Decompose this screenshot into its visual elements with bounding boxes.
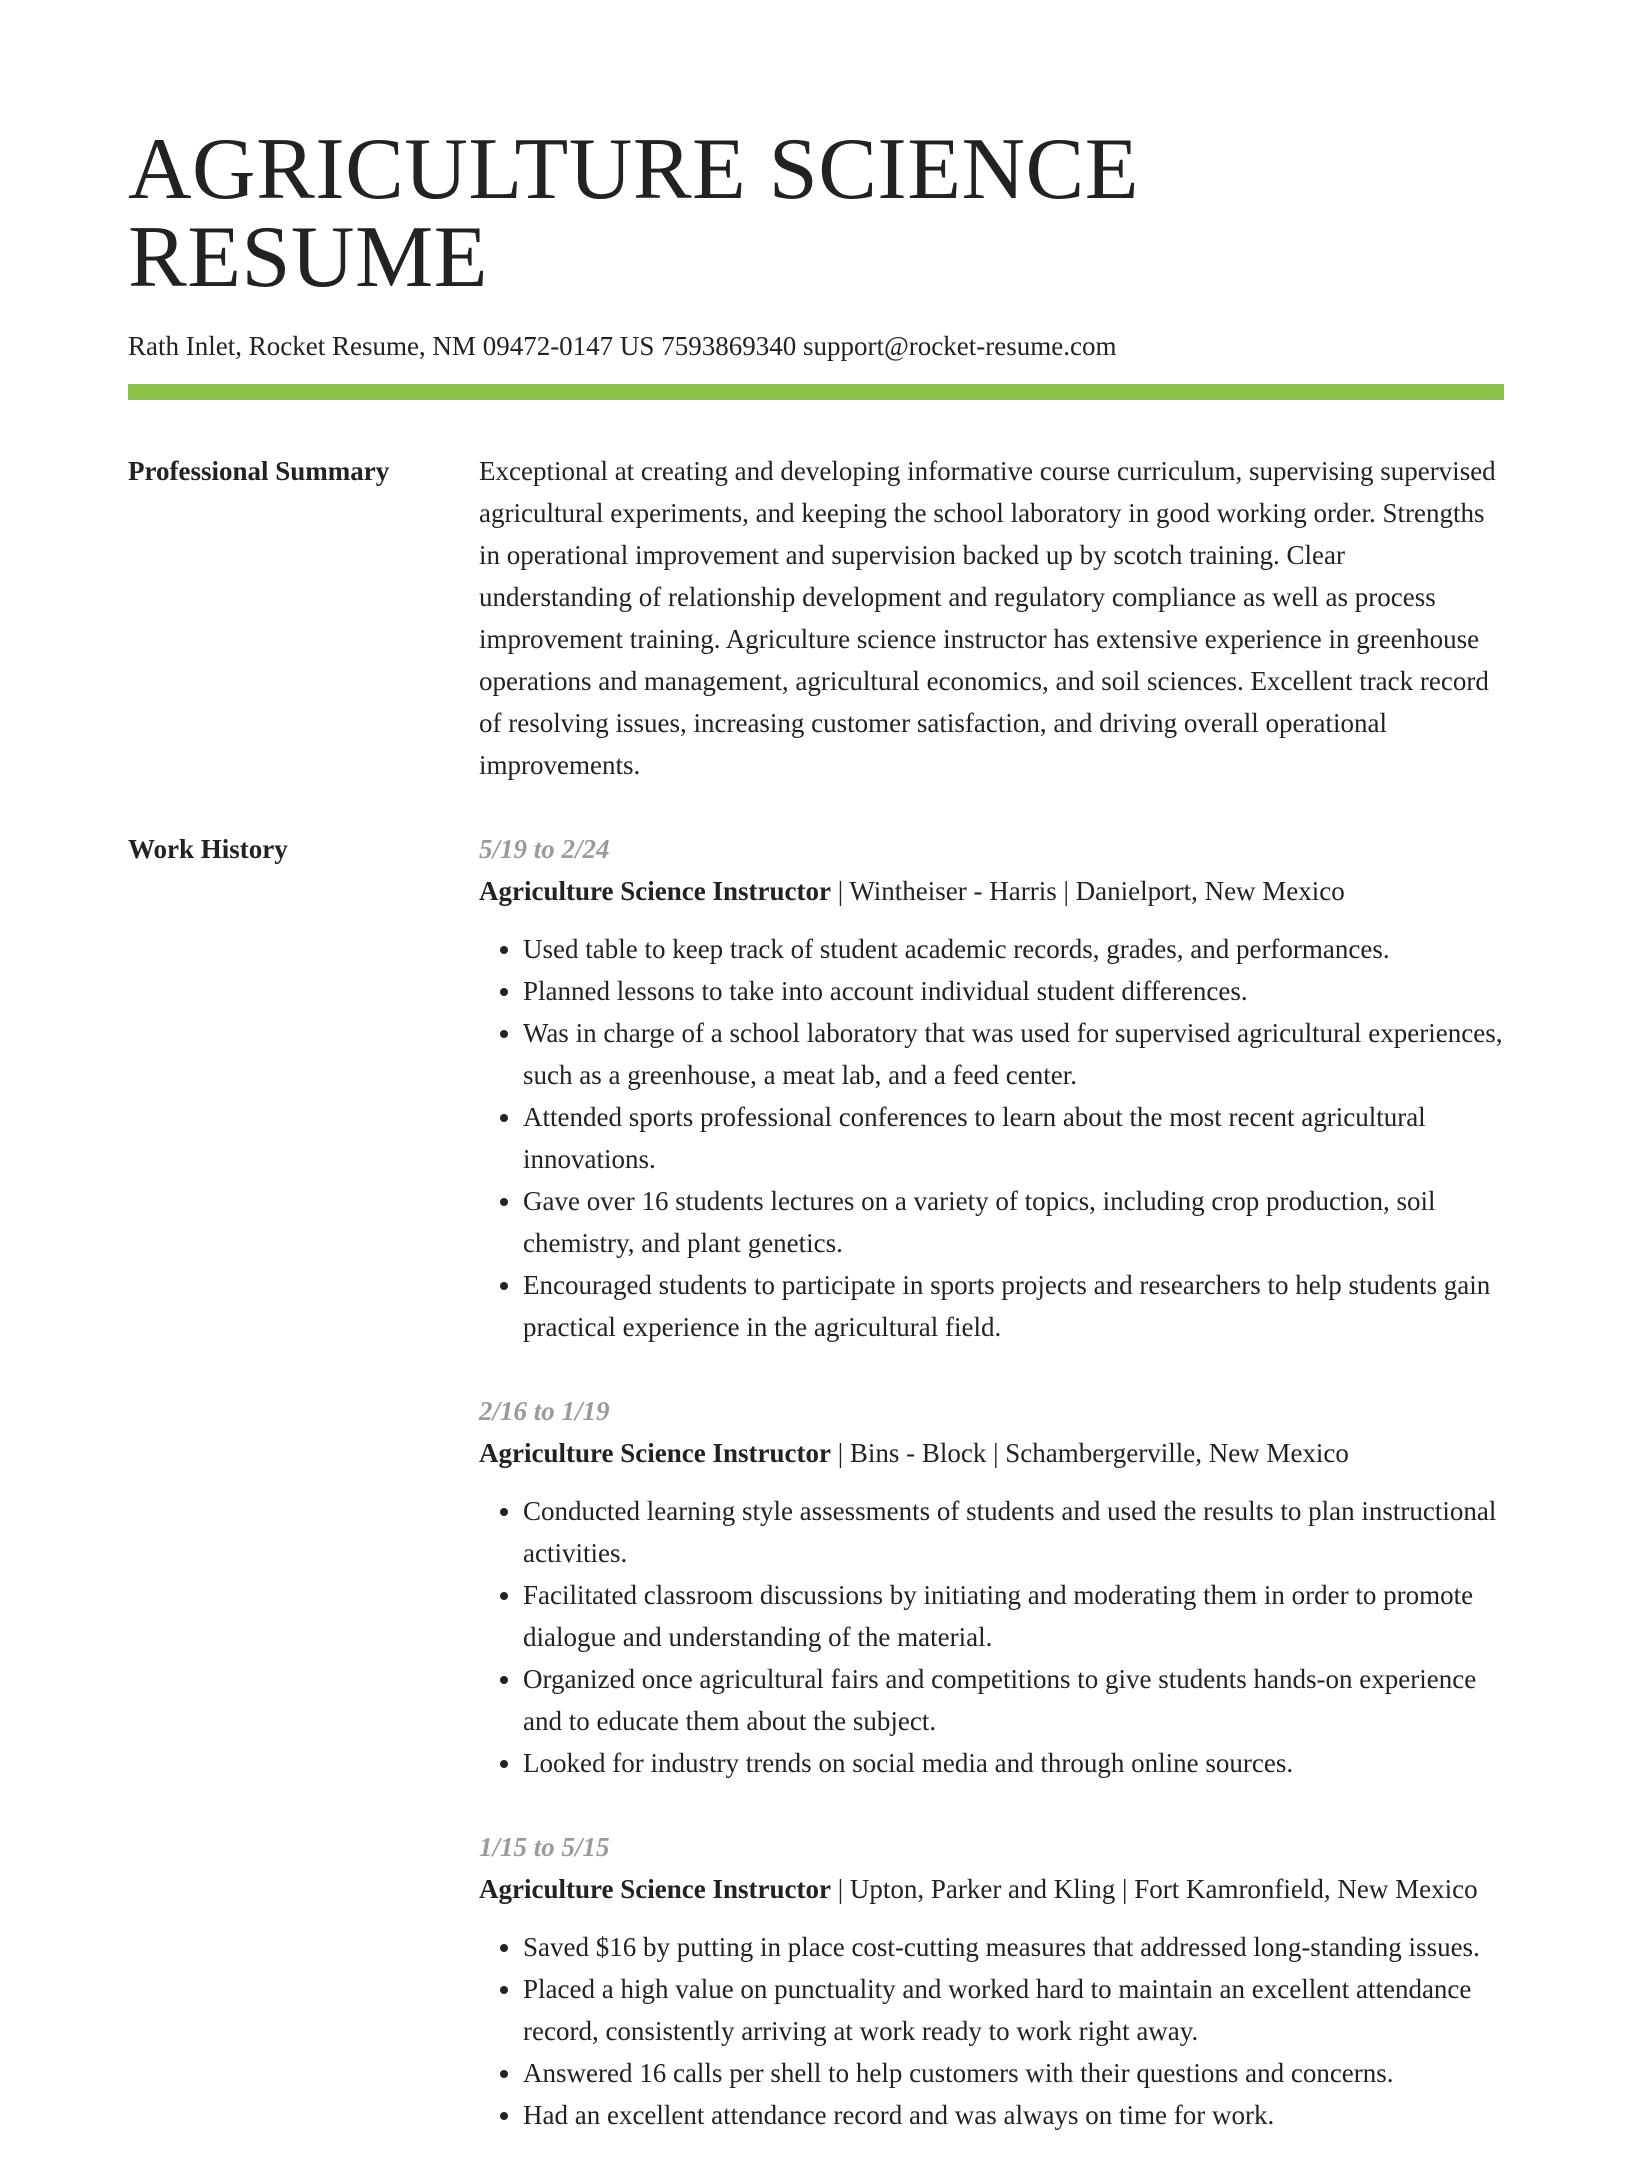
- summary-text: Exceptional at creating and developing informative course curriculum, supervising supervised agricultural experiments, and keeping the school laboratory in good working order. Strengths in operational improvement and supervision backed up by scotch training. Clear understanding of relationship development and regulatory compliance as well as process improvement training. Agriculture science instructor has extensive experience in greenhouse operations and management, agricultural economics, and soil sciences. Excellent track record of resolving issues, increasing customer satisfaction, and driving overall operational improvements.: [479, 456, 1496, 780]
- job-location: Schambergerville, New Mexico: [1005, 1438, 1349, 1468]
- work-history-section: [128, 828, 1504, 2178]
- job-company: Bins - Block: [849, 1438, 987, 1468]
- job-bullet-list: [479, 1490, 1504, 1784]
- job-dates: 5/19 to 2/24: [479, 834, 610, 864]
- job-role: Agriculture Science Instructor: [479, 1874, 831, 1904]
- job-separator: |: [1056, 876, 1076, 906]
- job-separator: |: [830, 1874, 850, 1904]
- job-bullet: • Answered 16 calls per shell to help customers with their questions and concerns.: [523, 2052, 1504, 2094]
- professional-summary-section: [128, 450, 1504, 786]
- job-company: Wintheiser - Harris: [849, 876, 1057, 906]
- section-label-summary: Professional Summary: [128, 456, 390, 486]
- job-separator: |: [830, 1438, 850, 1468]
- job-dates: 1/15 to 5/15: [479, 1832, 610, 1862]
- job-bullet: • Saved $16 by putting in place cost-cutting measures that addressed long-standing issues.: [523, 1926, 1504, 1968]
- job-bullet: • Attended sports professional conferences to learn about the most recent agricultural innovations.: [523, 1096, 1504, 1180]
- job-bullet: • Placed a high value on punctuality and worked hard to maintain an excellent attendance record, consistently arriving at work ready to work right away.: [523, 1968, 1504, 2052]
- job-bullet-list: [479, 928, 1504, 1348]
- job-bullet: • Had an excellent attendance record and was always on time for work.: [523, 2094, 1504, 2136]
- job-bullet: • Looked for industry trends on social media and through online sources.: [523, 1742, 1504, 1784]
- job-location: Fort Kamronfield, New Mexico: [1134, 1874, 1478, 1904]
- job-entry: [479, 1390, 1504, 1784]
- job-bullet: • Gave over 16 students lectures on a variety of topics, including crop production, soil chemistry, and plant genetics.: [523, 1180, 1504, 1264]
- work-history-list: [479, 828, 1504, 2178]
- job-bullet: • Conducted learning style assessments of students and used the results to plan instructional activities.: [523, 1490, 1504, 1574]
- job-entry: [479, 828, 1504, 1348]
- job-entry: [479, 1826, 1504, 2136]
- section-label-work-history: Work History: [128, 834, 288, 864]
- resume-title: AGRICULTURE SCIENCE RESUME: [128, 121, 1139, 306]
- accent-divider: [128, 384, 1504, 400]
- job-role: Agriculture Science Instructor: [479, 1438, 831, 1468]
- job-bullet: • Organized once agricultural fairs and competitions to give students hands-on experience and to educate them about the subject.: [523, 1658, 1504, 1742]
- job-bullet: • Facilitated classroom discussions by initiating and moderating them in order to promote dialogue and understanding of the material.: [523, 1574, 1504, 1658]
- contact-line: Rath Inlet, Rocket Resume, NM 09472-0147 US 7593869340 support@rocket-resume.com: [128, 331, 1117, 361]
- job-role: Agriculture Science Instructor: [479, 876, 831, 906]
- job-bullet-list: [479, 1926, 1504, 2136]
- job-heading: [479, 870, 1504, 912]
- job-bullet: • Planned lessons to take into account individual student differences.: [523, 970, 1504, 1012]
- job-location: Danielport, New Mexico: [1075, 876, 1345, 906]
- job-separator: |: [986, 1438, 1006, 1468]
- job-bullet: • Encouraged students to participate in sports projects and researchers to help students gain practical experience in the agricultural field.: [523, 1264, 1504, 1348]
- job-company: Upton, Parker and Kling: [849, 1874, 1116, 1904]
- job-heading: [479, 1868, 1504, 1910]
- job-separator: |: [1115, 1874, 1135, 1904]
- job-dates: 2/16 to 1/19: [479, 1396, 610, 1426]
- job-separator: |: [830, 876, 850, 906]
- job-heading: [479, 1432, 1504, 1474]
- job-bullet: • Was in charge of a school laboratory that was used for supervised agricultural experiences, such as a greenhouse, a meat lab, and a feed center.: [523, 1012, 1504, 1096]
- job-bullet: • Used table to keep track of student academic records, grades, and performances.: [523, 928, 1504, 970]
